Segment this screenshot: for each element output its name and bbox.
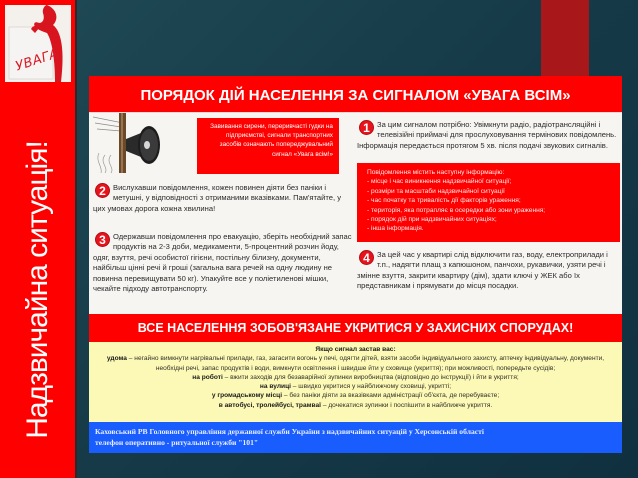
signal-line-public: у громадському місці – без паніки діяти за вказівками адміністрації об'єкта, де перебуваєте; — [211, 392, 500, 400]
info-item: - місце і час виникнення надзвичайної ситуації; — [367, 178, 512, 186]
signal-line-home: удома – негайно вимкнути нагрівальні прилади, газ, загасити вогонь у печі, одягти дітей, взяти засоби індивідуального захисту, аптечку індивідуальну, документи, необхідні речі, запас продуктів і води, вимкнути освітлення і швидше йти у сховище (укриття); при можливості, попередьте сусідів; — [106, 355, 605, 372]
signal-title: Якщо сигнал застав вас: — [315, 346, 396, 353]
step-text: За цим сигналом потрібно: Увімкнути радіо, радіотрансляційні і телевізійні приймачі для прослуховування термінових повідомлень. Інформація передається протягом 5 хв. після подачі звукових сигналів. — [357, 120, 617, 150]
step-text: Одержавши повідомлення про евакуацію, зберіть необхідний запас продуктів на 2-3 доби, медикаменти, 5-процентний розчин йоду, одяг, взуття, речі особистої гігієни, постільну білизну, документи, найбільш цінні речі й гроші (загальна вага речей на одну людину не повинна перевищувати 50 кг). Упакуйте все у поліетиленові мішки, чекайте підходу автотранспорту. — [93, 232, 352, 294]
shelter-banner: ВСЕ НАСЕЛЕННЯ ЗОБОВ'ЯЗАНЕ УКРИТИСЯ У ЗАХИСНИХ СПОРУДАХ! — [89, 314, 622, 342]
info-item: - час початку та тривалість дії факторів ураження; — [367, 197, 521, 205]
step-4 — [357, 250, 619, 292]
info-item: - інша інформація. — [367, 225, 424, 233]
figure-holding-sign-icon — [5, 5, 71, 82]
signal-line-work: на роботі – вжити заходів для безаварійної зупинки виробництва (відповідно до інструкції) і йти в укриття; — [192, 373, 519, 381]
step-2 — [93, 183, 348, 214]
step-number-badge: 1 — [359, 120, 374, 135]
evacuation-poster — [89, 76, 622, 453]
vertical-title: Надзвичайна ситуація! — [21, 141, 54, 439]
info-item: - розміри та масштаби надзвичайної ситуації — [367, 187, 505, 195]
footer-line-2: телефон оперативно - ритуальної служби "101" — [95, 438, 259, 447]
step-number-badge: 3 — [95, 232, 110, 247]
info-box-title: Повідомлення містить наступну інформацію: — [367, 169, 505, 176]
info-item: - порядок дій при надзвичайних ситуаціях; — [367, 216, 497, 224]
siren-description-box: Завивання сирени, переривчасті гудки на підприємстві, сигнали транспортних засобів означають попереджувальний сигнал «Увага всім!» — [197, 118, 339, 174]
step-text: За цей час у квартирі слід відключити газ, воду, електроприлади і т.п., надягти плащ з капюшоном, панчохи, рукавички, узяти речі і змінне взуття, закрити квартиру (дім), здати ключі у ЖЕК або їх представникам і прямувати до місця посадки. — [357, 250, 608, 291]
logo-text: УВАГА — [13, 46, 61, 75]
step-number-badge: 4 — [359, 250, 374, 265]
footer-contact — [89, 422, 622, 453]
decorative-red-stripe — [541, 0, 589, 76]
step-text: Вислухавши повідомлення, кожен повинен діяти без паніки і метушні, у відповідності з отриманими вказівками. Пам'ятайте, у цих умовах дорога кожна хвилина! — [93, 183, 342, 213]
left-sidebar — [0, 0, 77, 478]
step-3 — [93, 232, 355, 294]
loudspeaker-siren-icon — [93, 113, 178, 173]
info-item: - територія, яка потрапляє в осередки або зони ураження; — [367, 206, 546, 214]
footer-line-1: Каховський РВ Головного управління державної служби України з надзвичайних ситуацій у Херсонській області — [95, 427, 484, 436]
signal-line-street: на вулиці – швидко укритися у найближчому сховищі, укритті; — [259, 383, 452, 391]
uvaga-logo — [5, 5, 71, 82]
signal-line-transport: в автобусі, тролейбусі, трамваї – дочекатися зупинки і поспішити в найближче укриття. — [218, 401, 493, 409]
info-box — [357, 163, 620, 242]
poster-title: ПОРЯДОК ДІЙ НАСЕЛЕННЯ ЗА СИГНАЛОМ «УВАГА ВСІМ» — [89, 76, 622, 112]
step-1 — [357, 120, 619, 151]
signal-instructions — [89, 342, 622, 422]
step-number-badge: 2 — [95, 183, 110, 198]
